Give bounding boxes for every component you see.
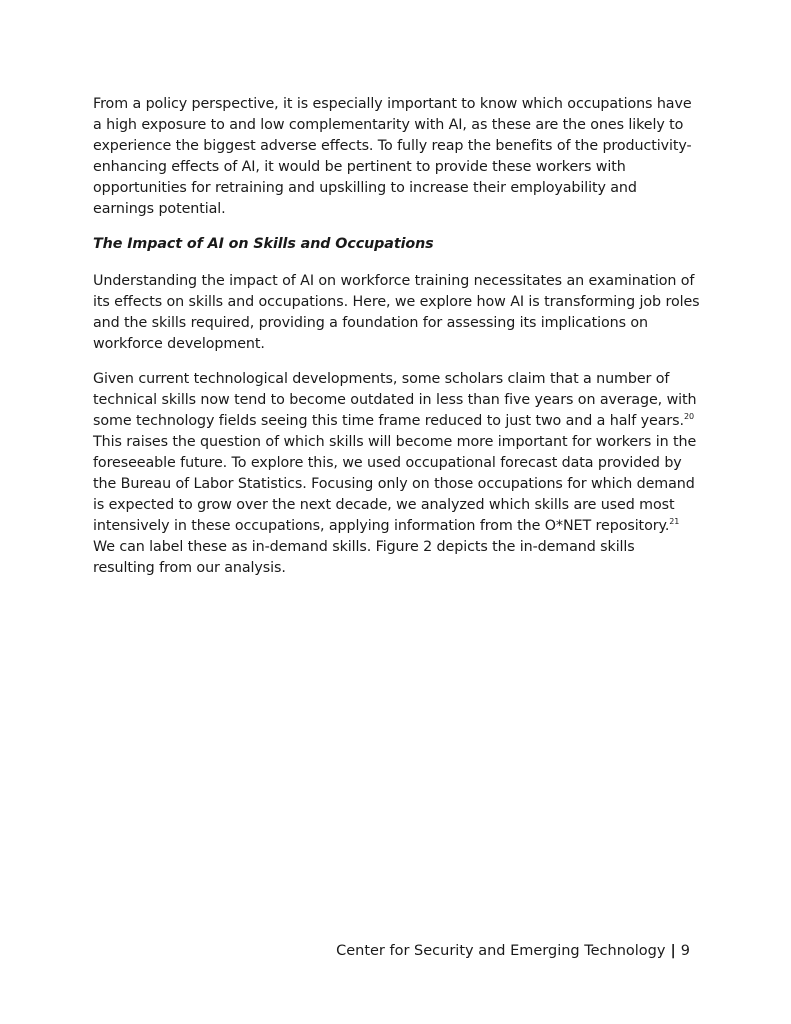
- footer-separator: |: [670, 943, 676, 959]
- page-number: 9: [680, 943, 690, 959]
- paragraph-policy: From a policy perspective, it is especially important to know which occupations have a high exposure to and low complementarity with AI, as these are the ones likely to experience the biggest adverse effects. To fully reap the benefits of the productivity-enhancing effects of AI, it would be pertinent to provide these workers with opportunities for retraining and upskilling to increase their employability and earnings potential.: [93, 96, 692, 217]
- paragraph-skills-part2: This raises the question of which skills will become more important for workers in the foreseeable future. To explore this, we used occupational forecast data provided by the Bureau of Labor Statistics. Focusing only on those occupations for which demand is expected to grow over the next decade, we analyzed which skills are used most intensively in these occupations, applying information from the O*NET repository.: [93, 434, 697, 534]
- footer-organization: Center for Security and Emerging Technology: [336, 943, 666, 959]
- paragraph-skills: [93, 369, 700, 579]
- section-heading: The Impact of AI on Skills and Occupations: [93, 236, 434, 252]
- footnote-ref-21[interactable]: 21: [669, 517, 680, 526]
- paragraph-skills-part3: We can label these as in-demand skills. Figure 2 depicts the in-demand skills resulting from our analysis.: [93, 539, 635, 576]
- paragraph-intro: Understanding the impact of AI on workforce training necessitates an examination of its effects on skills and occupations. Here, we explore how AI is transforming job roles and the skills required, providing a foundation for assessing its implications on workforce development.: [93, 273, 700, 352]
- body-text: [93, 94, 700, 593]
- paragraph-skills-part1: Given current technological developments, some scholars claim that a number of technical skills now tend to become outdated in less than five years on average, with some technology fields seeing this time frame reduced to just two and a half years.: [93, 371, 697, 429]
- footnote-ref-20[interactable]: 20: [683, 412, 694, 421]
- page-footer: [336, 941, 690, 961]
